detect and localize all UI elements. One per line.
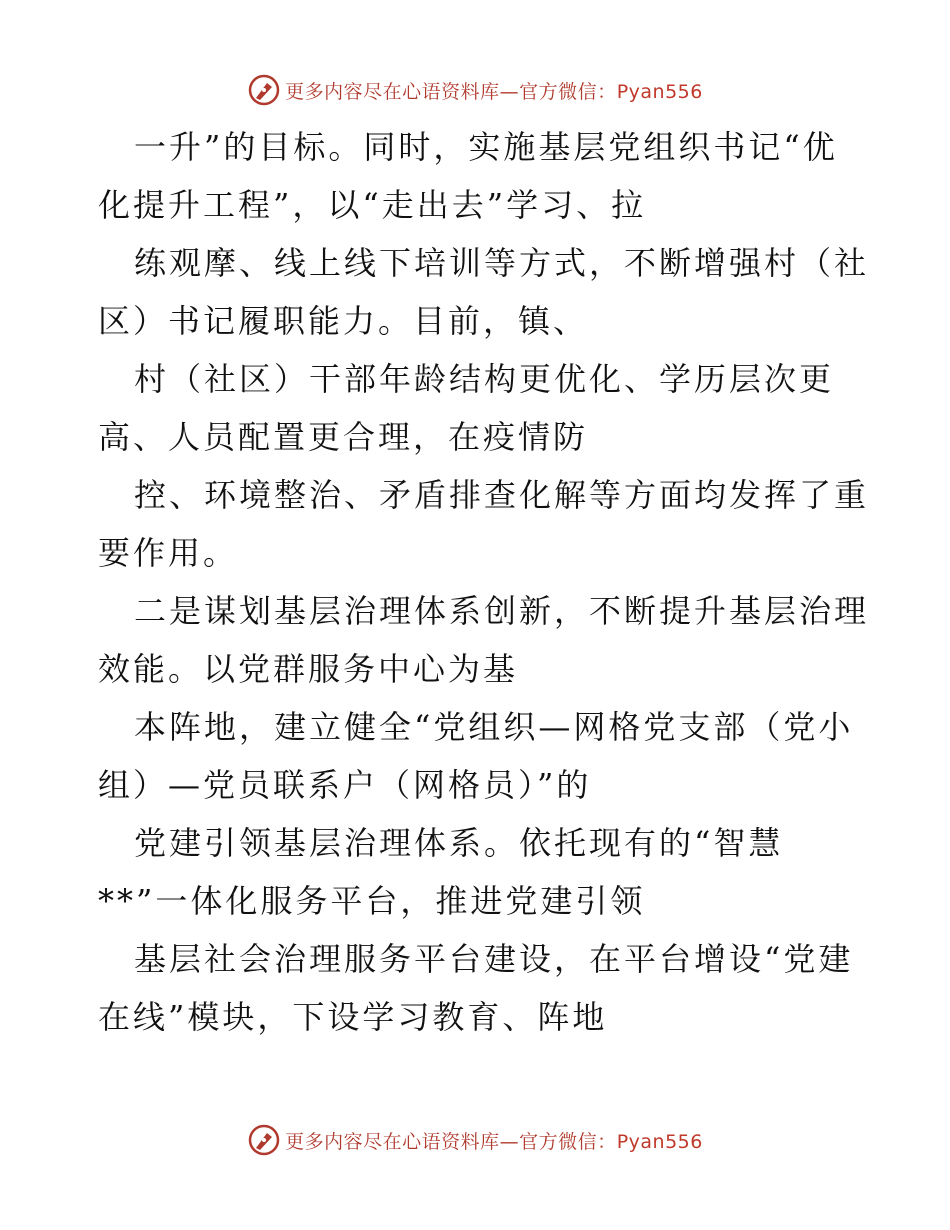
watermark-text <box>285 1127 703 1154</box>
document-body <box>98 118 870 1046</box>
text-line: 本阵地，建立健全“党组织—网格党支部（党小 <box>134 708 854 746</box>
text-line: 控、环境整治、矛盾排查化解等方面均发挥了重 <box>134 476 870 514</box>
watermark-official-text: 官方微信： <box>519 80 617 103</box>
text-line: 在线”模块，下设学习教育、阵地 <box>98 998 608 1036</box>
pen-nib-circle-icon <box>247 73 281 107</box>
text-line: 区）书记履职能力。目前，镇、 <box>98 302 589 340</box>
text-line: 要作用。 <box>98 534 239 572</box>
watermark-banner-top <box>0 70 950 110</box>
text-line: 组）—党员联系户（网格员）”的 <box>98 766 592 804</box>
watermark-site-text: 更多内容尽在心语资料库 <box>285 80 500 103</box>
watermark-wechat-id: Pyan556 <box>616 1130 703 1153</box>
text-line: 练观摩、线上线下培训等方式，不断增强村（社 <box>134 244 870 282</box>
text-line: 二是谋划基层治理体系创新，不断提升基层治理 <box>134 592 870 630</box>
watermark-official-text: 官方微信： <box>519 1130 617 1153</box>
text-line: 化提升工程”，以“走出去”学习、拉 <box>98 186 647 224</box>
watermark-site-text: 更多内容尽在心语资料库 <box>285 1130 500 1153</box>
watermark-separator: — <box>499 80 520 103</box>
text-line: **”一体化服务平台，推进党建引领 <box>98 882 646 920</box>
pen-nib-circle-icon <box>247 1123 281 1157</box>
watermark-banner-bottom <box>0 1120 950 1160</box>
watermark-wechat-id: Pyan556 <box>616 80 703 103</box>
text-line: 一升”的目标。同时，实施基层党组织书记“优 <box>134 128 838 166</box>
watermark-separator: — <box>499 1130 520 1153</box>
text-line: 村（社区）干部年龄结构更优化、学历层次更 <box>134 360 835 398</box>
text-line: 效能。以党群服务中心为基 <box>98 650 519 688</box>
text-line: 高、人员配置更合理，在疫情防 <box>98 418 589 456</box>
watermark-text <box>285 77 703 104</box>
text-line: 党建引领基层治理体系。依托现有的“智慧 <box>134 824 784 862</box>
text-line: 基层社会治理服务平台建设，在平台增设“党建 <box>134 940 854 978</box>
